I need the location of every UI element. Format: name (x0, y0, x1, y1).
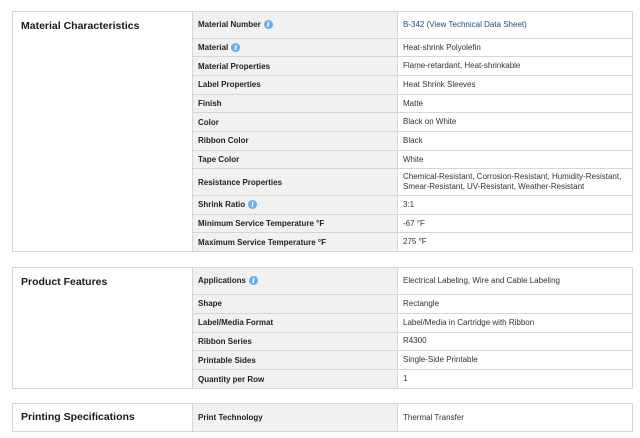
row-label: Material Properties (193, 57, 398, 75)
row-label: Ribbon Series (193, 333, 398, 351)
row-value: Rectangle (403, 298, 440, 308)
row-label: Resistance Properties (193, 169, 398, 195)
row-value: R4300 (403, 336, 427, 346)
row-label (193, 268, 398, 294)
section-title: Product Features (13, 268, 193, 388)
table-row (193, 404, 632, 431)
section-title: Printing Specifications (13, 404, 193, 431)
table-row (193, 112, 632, 131)
spec-rows (193, 12, 632, 251)
table-row (193, 294, 632, 313)
row-value: Black (403, 135, 423, 145)
table-row (193, 38, 632, 57)
table-row (193, 94, 632, 113)
label-text: Material Number (198, 20, 261, 30)
row-label: Minimum Service Temperature °F (193, 215, 398, 233)
material-number: B-342 (403, 19, 427, 29)
info-icon[interactable]: i (248, 200, 257, 209)
row-value: 3:1 (403, 199, 415, 209)
spec-rows (193, 404, 632, 431)
table-row (193, 214, 632, 233)
row-label (193, 196, 398, 214)
row-label: Quantity per Row (193, 370, 398, 388)
row-label: Finish (193, 95, 398, 113)
row-label (193, 39, 398, 57)
row-value: Matte (403, 98, 424, 108)
table-row (193, 195, 632, 214)
row-value: White (403, 154, 424, 164)
row-value: Chemical-Resistant, Corrosion-Resistant, Humidity-Resistant, Smear-Resistant, UV-Resistant, Weather-Resistant (403, 172, 622, 192)
row-value (398, 12, 632, 38)
row-value: Electrical Labeling, Wire and Cable Labeling (403, 275, 560, 285)
table-row (193, 332, 632, 351)
row-value: -67 °F (403, 218, 425, 228)
row-label: Color (193, 113, 398, 131)
table-row (193, 131, 632, 150)
row-value: Thermal Transfer (403, 412, 464, 422)
label-text: Material (198, 43, 229, 53)
table-row (193, 75, 632, 94)
row-label: Label Properties (193, 76, 398, 94)
table-row (193, 12, 632, 38)
label-text: Applications (198, 276, 247, 286)
table-row (193, 313, 632, 332)
row-label (193, 12, 398, 38)
section-printing-specifications (12, 403, 633, 432)
row-value: Single-Side Printable (403, 355, 478, 365)
row-value: 275 °F (403, 237, 427, 247)
info-icon[interactable]: i (231, 43, 240, 52)
table-row (193, 150, 632, 169)
row-value: 1 (403, 374, 408, 384)
info-icon[interactable]: i (264, 20, 273, 29)
table-row (193, 350, 632, 369)
section-title: Material Characteristics (13, 12, 193, 251)
technical-data-sheet-link[interactable]: (View Technical Data Sheet) (426, 19, 527, 29)
section-product-features (12, 267, 633, 389)
row-label: Shape (193, 295, 398, 313)
spec-rows (193, 268, 632, 388)
table-row (193, 168, 632, 195)
table-row (193, 232, 632, 251)
row-value: Label/Media in Cartridge with Ribbon (403, 317, 535, 327)
row-label: Maximum Service Temperature °F (193, 233, 398, 251)
table-row (193, 268, 632, 294)
table-row (193, 56, 632, 75)
row-label: Print Technology (193, 404, 398, 431)
row-label: Tape Color (193, 151, 398, 169)
row-value: Heat Shrink Sleeves (403, 79, 476, 89)
row-label: Printable Sides (193, 351, 398, 369)
row-value: Black on White (403, 117, 457, 127)
info-icon[interactable]: i (249, 276, 258, 285)
label-text: Shrink Ratio (198, 200, 246, 210)
row-value: Heat-shrink Polyolefin (403, 42, 481, 52)
row-value: Flame-retardant, Heat-shrinkable (403, 61, 521, 71)
row-label: Ribbon Color (193, 132, 398, 150)
table-row (193, 369, 632, 388)
row-label: Label/Media Format (193, 314, 398, 332)
section-material-characteristics (12, 11, 633, 252)
